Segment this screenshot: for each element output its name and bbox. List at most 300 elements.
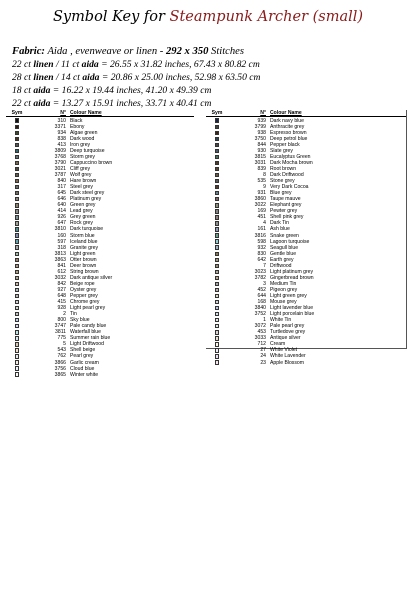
thread-number: 3866 — [54, 359, 66, 366]
color-swatch-icon — [15, 161, 19, 165]
color-swatch-icon — [215, 185, 219, 189]
symbol-swatch — [6, 185, 28, 189]
fabric-size-pre: 22 ct — [12, 98, 34, 109]
symbol-swatch — [206, 239, 228, 243]
colour-name: Light Driftwood — [70, 341, 104, 348]
header-num: N° — [60, 110, 66, 116]
symbol-swatch — [206, 161, 228, 165]
symbol-swatch — [6, 276, 28, 280]
symbol-swatch — [6, 348, 28, 352]
thread-number: 3750 — [254, 135, 266, 142]
symbol-swatch — [6, 330, 28, 334]
color-swatch-icon — [215, 354, 219, 358]
color-swatch-icon — [15, 318, 19, 322]
fabric-size-line — [12, 84, 260, 97]
fabric-size-pre: 28 ct — [12, 72, 34, 83]
symbol-swatch — [206, 324, 228, 328]
colour-name: Deer brown — [70, 262, 97, 269]
colour-name: Dark turquoise — [70, 226, 104, 233]
symbol-swatch — [6, 203, 28, 207]
colour-name: Very Dark Cocoa — [270, 184, 309, 191]
fabric-size-pre: 22 ct — [12, 59, 34, 70]
thread-number: 597 — [57, 238, 66, 245]
color-swatch-icon — [215, 282, 219, 286]
thread-number: 830 — [257, 250, 266, 257]
symbol-swatch — [206, 233, 228, 237]
colour-name: Tin — [70, 311, 77, 318]
thread-number: 3032 — [54, 274, 66, 281]
color-swatch-icon — [215, 270, 219, 274]
colour-name: Beige rope — [70, 280, 95, 287]
color-swatch-icon — [15, 276, 19, 280]
colour-name: Stone grey — [270, 178, 295, 185]
thread-number: 2 — [63, 311, 66, 318]
colour-name: Waterfall blue — [70, 329, 101, 336]
symbol-swatch — [6, 300, 28, 304]
thread-number: 453 — [257, 329, 266, 336]
color-swatch-icon — [215, 306, 219, 310]
symbol-swatch — [6, 143, 28, 147]
color-swatch-icon — [15, 306, 19, 310]
symbol-swatch — [206, 155, 228, 159]
symbol-swatch — [206, 221, 228, 225]
thread-number: 169 — [257, 208, 266, 215]
color-swatch-icon — [215, 155, 219, 159]
symbol-swatch — [6, 173, 28, 177]
color-swatch-icon — [215, 360, 219, 364]
colour-name: Root brown — [270, 166, 297, 173]
color-swatch-icon — [15, 312, 19, 316]
colour-name: Light platinum grey — [270, 268, 314, 275]
thread-number: 24 — [260, 353, 266, 360]
thread-number: 642 — [257, 256, 266, 263]
color-swatch-icon — [15, 203, 19, 207]
symbol-swatch — [6, 233, 28, 237]
symbol-swatch — [6, 366, 28, 370]
colour-name: Ebony — [70, 123, 85, 130]
color-swatch-icon — [15, 252, 19, 256]
thread-number: 317 — [57, 184, 66, 191]
symbol-swatch — [206, 342, 228, 346]
fabric-info — [12, 45, 260, 110]
symbol-swatch — [206, 203, 228, 207]
thread-number: 1 — [263, 317, 266, 324]
colour-name: Lagoon turquoise — [270, 238, 310, 245]
color-swatch-icon — [215, 348, 219, 352]
color-swatch-icon — [15, 366, 19, 370]
colour-name: Cappuccino brown — [70, 159, 113, 166]
colour-name: Light porcelain blue — [270, 311, 315, 318]
color-swatch-icon — [15, 342, 19, 346]
symbol-swatch — [206, 209, 228, 213]
colour-name: Pepper black — [270, 141, 300, 148]
symbol-swatch — [206, 354, 228, 358]
fabric-types: Aida , evenweave or linen - — [47, 46, 166, 57]
color-swatch-icon — [215, 258, 219, 262]
thread-number: 415 — [57, 299, 66, 306]
fabric-size-line — [12, 97, 260, 110]
symbol-swatch — [6, 215, 28, 219]
thread-number: 3768 — [54, 153, 66, 160]
thread-number: 452 — [257, 286, 266, 293]
thread-number: 8 — [263, 172, 266, 179]
color-swatch-icon — [215, 294, 219, 298]
color-swatch-icon — [215, 342, 219, 346]
thread-number: 938 — [257, 129, 266, 136]
color-swatch-icon — [15, 264, 19, 268]
symbol-swatch — [206, 197, 228, 201]
header-num: N° — [260, 110, 266, 116]
colour-name: Medium Tin — [270, 280, 297, 287]
color-swatch-icon — [15, 294, 19, 298]
colour-name: Grey green — [70, 214, 96, 221]
thread-number: 9 — [263, 184, 266, 191]
colour-name: Cream — [270, 341, 286, 348]
key-header — [206, 110, 406, 117]
thread-number: 3865 — [54, 371, 66, 378]
thread-number: 712 — [257, 341, 266, 348]
symbol-swatch — [206, 125, 228, 129]
color-swatch-icon — [15, 179, 19, 183]
colour-name: White Tin — [270, 317, 292, 324]
colour-name: Deep turquoise — [70, 147, 105, 154]
colour-name: Espresso brown — [270, 129, 307, 136]
colour-name: Apple Blossom — [270, 359, 304, 366]
color-swatch-icon — [215, 330, 219, 334]
symbol-swatch — [6, 324, 28, 328]
colour-name: Gingerbread brown — [270, 274, 314, 281]
fabric-size-bold: linen — [33, 72, 54, 83]
colour-name: Dark navy blue — [270, 117, 304, 124]
colour-name: Granite grey — [70, 244, 99, 251]
colour-name: Slate grey — [270, 147, 293, 154]
fabric-size-post: / 14 ct — [53, 72, 83, 83]
color-swatch-icon — [15, 245, 19, 249]
color-swatch-icon — [215, 324, 219, 328]
symbol-swatch — [6, 252, 28, 256]
symbol-swatch — [6, 131, 28, 135]
thread-number: 310 — [57, 117, 66, 124]
colour-name: Pepper grey — [70, 293, 98, 299]
fabric-size-tail: = 20.86 x 25.00 inches, 52.98 x 63.50 cm — [99, 72, 261, 83]
thread-number: 3787 — [54, 172, 66, 179]
color-swatch-icon — [15, 300, 19, 304]
symbol-swatch — [6, 270, 28, 274]
colour-name: Oyster grey — [70, 286, 97, 293]
colour-name: Shell beige — [70, 347, 96, 354]
colour-name: Taupe mauve — [270, 196, 301, 203]
symbol-swatch — [6, 312, 28, 316]
colour-name: Hare brown — [70, 178, 97, 185]
symbol-swatch — [206, 137, 228, 141]
color-swatch-icon — [215, 167, 219, 171]
fabric-size-post: / 11 ct — [53, 59, 82, 70]
page-title — [0, 9, 416, 25]
color-swatch-icon — [215, 197, 219, 201]
thread-number: 841 — [57, 262, 66, 269]
color-swatch-icon — [215, 125, 219, 129]
stitch-count: 292 x 350 — [166, 46, 209, 57]
thread-number: 3756 — [54, 365, 66, 372]
color-swatch-icon — [15, 282, 19, 286]
symbol-swatch — [206, 167, 228, 171]
thread-number: 168 — [257, 299, 266, 306]
color-swatch-icon — [15, 227, 19, 231]
colour-name: Dark Mocha brown — [270, 159, 313, 166]
symbol-swatch — [206, 270, 228, 274]
symbol-swatch — [206, 264, 228, 268]
color-swatch-icon — [215, 203, 219, 207]
color-swatch-icon — [215, 149, 219, 153]
symbol-swatch — [6, 360, 28, 364]
symbol-swatch — [6, 125, 28, 129]
colour-name: Eucalyptus Green — [270, 153, 311, 160]
thread-number: 451 — [257, 214, 266, 221]
color-swatch-icon — [215, 300, 219, 304]
colour-name: Storm blue — [70, 232, 95, 239]
thread-number: 598 — [257, 238, 266, 245]
color-swatch-icon — [15, 137, 19, 141]
color-swatch-icon — [215, 336, 219, 340]
color-swatch-icon — [15, 209, 19, 213]
thread-number: 645 — [57, 190, 66, 197]
colour-name: Light pearl grey — [70, 305, 106, 312]
color-swatch-icon — [215, 239, 219, 243]
colour-name: Pale candy blue — [70, 323, 107, 330]
fabric-label: Fabric: — [12, 46, 45, 57]
title-prefix: Symbol Key for — [52, 9, 165, 25]
symbol-swatch — [6, 197, 28, 201]
color-swatch-icon — [15, 270, 19, 274]
header-name: Colour Name — [270, 110, 302, 116]
thread-number: 3782 — [254, 274, 266, 281]
symbol-swatch — [206, 336, 228, 340]
color-swatch-icon — [15, 143, 19, 147]
thread-number: 3810 — [54, 226, 66, 233]
symbol-swatch — [206, 294, 228, 298]
thread-number: 928 — [57, 305, 66, 312]
symbol-swatch — [6, 227, 28, 231]
color-swatch-icon — [215, 264, 219, 268]
fabric-size-line — [12, 71, 260, 84]
thread-number: 775 — [57, 335, 66, 342]
colour-name: White Lavender — [270, 353, 306, 360]
symbol-swatch — [6, 372, 28, 376]
thread-number: 842 — [57, 280, 66, 287]
colour-name: Pearl grey — [70, 353, 94, 360]
color-swatch-icon — [215, 118, 219, 122]
colour-name: Green grey — [70, 202, 96, 209]
color-swatch-icon — [215, 173, 219, 177]
color-swatch-icon — [215, 227, 219, 231]
color-swatch-icon — [15, 233, 19, 237]
symbol-swatch — [206, 348, 228, 352]
symbol-swatch — [206, 191, 228, 195]
thread-number: 932 — [257, 244, 266, 251]
colour-name: Lead grey — [70, 208, 93, 215]
colour-name: Gentle blue — [270, 250, 297, 257]
symbol-swatch — [206, 252, 228, 256]
symbol-swatch — [206, 306, 228, 310]
colour-name: Cloud blue — [70, 365, 95, 372]
thread-number: 318 — [57, 244, 66, 251]
symbol-swatch — [6, 167, 28, 171]
symbol-swatch — [6, 245, 28, 249]
symbol-swatch — [206, 276, 228, 280]
colour-name: Platinum grey — [70, 196, 102, 203]
colour-name: Light green grey — [270, 293, 307, 299]
symbol-key-left — [6, 110, 194, 378]
thread-number: 160 — [57, 232, 66, 239]
symbol-swatch — [206, 288, 228, 292]
symbol-swatch — [6, 342, 28, 346]
color-swatch-icon — [215, 143, 219, 147]
thread-number: 3840 — [254, 305, 266, 312]
thread-number: 3811 — [55, 329, 66, 336]
colour-name: Iceland blue — [70, 238, 98, 245]
colour-name: Elephant grey — [270, 202, 302, 209]
color-swatch-icon — [215, 215, 219, 219]
symbol-swatch — [6, 149, 28, 153]
color-swatch-icon — [215, 288, 219, 292]
color-swatch-icon — [15, 324, 19, 328]
colour-name: Driftwood — [270, 262, 292, 269]
thread-number: 934 — [57, 129, 66, 136]
fabric-size-tail: = 26.55 x 31.82 inches, 67.43 x 80.82 cm — [98, 59, 260, 70]
symbol-swatch — [206, 258, 228, 262]
colour-name: Shell pink grey — [270, 214, 304, 221]
colour-name: Earth grey — [270, 256, 294, 263]
colour-name: Wolf grey — [70, 172, 92, 179]
fabric-size-tail: = 16.22 x 19.44 inches, 41.20 x 49.39 cm — [50, 85, 212, 96]
color-swatch-icon — [215, 245, 219, 249]
colour-name: String brown — [70, 268, 99, 275]
thread-number: 3752 — [254, 311, 266, 318]
symbol-swatch — [206, 179, 228, 183]
color-swatch-icon — [215, 131, 219, 135]
symbol-key-right — [206, 110, 407, 366]
thread-number: 612 — [57, 268, 66, 275]
title-accent: Steampunk Archer (small) — [169, 9, 364, 25]
symbol-swatch — [206, 245, 228, 249]
header-sym: Sym — [11, 110, 23, 116]
symbol-swatch — [6, 354, 28, 358]
thread-number: 4 — [263, 220, 266, 227]
color-swatch-icon — [15, 149, 19, 153]
color-swatch-icon — [15, 348, 19, 352]
color-swatch-icon — [15, 239, 19, 243]
colour-name: Cliff grey — [70, 166, 91, 173]
symbol-swatch — [6, 191, 28, 195]
header-sym: Sym — [211, 110, 223, 116]
colour-name: Sky blue — [70, 317, 90, 324]
color-swatch-icon — [15, 288, 19, 292]
thread-number: 3813 — [54, 250, 66, 257]
colour-name: Algae green — [70, 129, 98, 136]
fabric-size-bold2: aida — [82, 72, 100, 83]
colour-name: Anthracite grey — [270, 123, 305, 130]
colour-name: Garlic cream — [70, 359, 99, 366]
symbol-swatch — [206, 318, 228, 322]
thread-number: 3747 — [54, 323, 66, 330]
thread-number: 27 — [260, 347, 266, 354]
color-swatch-icon — [15, 354, 19, 358]
colour-name: Antique silver — [270, 335, 301, 342]
colour-name: Pewter grey — [270, 208, 298, 215]
color-swatch-icon — [15, 155, 19, 159]
colour-name: Light lavender blue — [270, 305, 314, 312]
thread-number: 3072 — [254, 323, 266, 330]
colour-name: Black — [70, 117, 83, 124]
symbol-swatch — [6, 161, 28, 165]
thread-number: 414 — [57, 208, 66, 215]
symbol-swatch — [206, 360, 228, 364]
thread-number: 3809 — [54, 147, 66, 154]
thread-number: 161 — [257, 226, 266, 233]
thread-number: 3 — [263, 280, 266, 287]
color-swatch-icon — [15, 118, 19, 122]
colour-name: Deep petrol blue — [270, 135, 308, 142]
thread-number: 3863 — [54, 256, 66, 263]
thread-number: 840 — [57, 178, 66, 185]
colour-name: Otter brown — [70, 256, 97, 263]
thread-number: 3021 — [54, 166, 66, 173]
colour-name: Pigeon grey — [270, 286, 298, 293]
colour-name: Snake green — [270, 232, 299, 239]
symbol-swatch — [206, 185, 228, 189]
symbol-swatch — [206, 118, 228, 122]
color-swatch-icon — [15, 221, 19, 225]
color-swatch-icon — [15, 131, 19, 135]
colour-name: Pale pearl grey — [270, 323, 305, 330]
fabric-size-bold2: aida — [81, 59, 99, 70]
fabric-size-bold: linen — [33, 59, 54, 70]
colour-name: Ash blue — [270, 226, 290, 233]
colour-name: Mouse grey — [270, 299, 297, 306]
symbol-swatch — [6, 318, 28, 322]
symbol-swatch — [6, 294, 28, 298]
color-swatch-icon — [15, 167, 19, 171]
color-swatch-icon — [15, 372, 19, 376]
key-row — [206, 360, 406, 366]
color-swatch-icon — [15, 360, 19, 364]
symbol-swatch — [206, 215, 228, 219]
thread-number: 3031 — [254, 159, 266, 166]
color-swatch-icon — [15, 173, 19, 177]
thread-number: 931 — [257, 190, 266, 197]
fabric-size-pre: 18 ct — [12, 85, 34, 96]
symbol-swatch — [6, 282, 28, 286]
symbol-swatch — [6, 258, 28, 262]
color-swatch-icon — [215, 191, 219, 195]
colour-name: Dark steel grey — [70, 190, 105, 197]
colour-name: Iron grey — [70, 141, 91, 148]
colour-name: Storm grey — [70, 153, 95, 160]
colour-name: Blue grey — [270, 190, 292, 197]
thread-number: 535 — [257, 178, 266, 185]
thread-number: 844 — [257, 141, 266, 148]
thread-number: 3023 — [254, 268, 266, 275]
thread-number: 3790 — [54, 159, 66, 166]
thread-number: 644 — [257, 293, 266, 299]
key-header — [6, 110, 194, 117]
color-swatch-icon — [215, 318, 219, 322]
symbol-swatch — [6, 137, 28, 141]
color-swatch-icon — [215, 209, 219, 213]
thread-number: 647 — [57, 220, 66, 227]
color-swatch-icon — [215, 161, 219, 165]
thread-number: 927 — [57, 286, 66, 293]
